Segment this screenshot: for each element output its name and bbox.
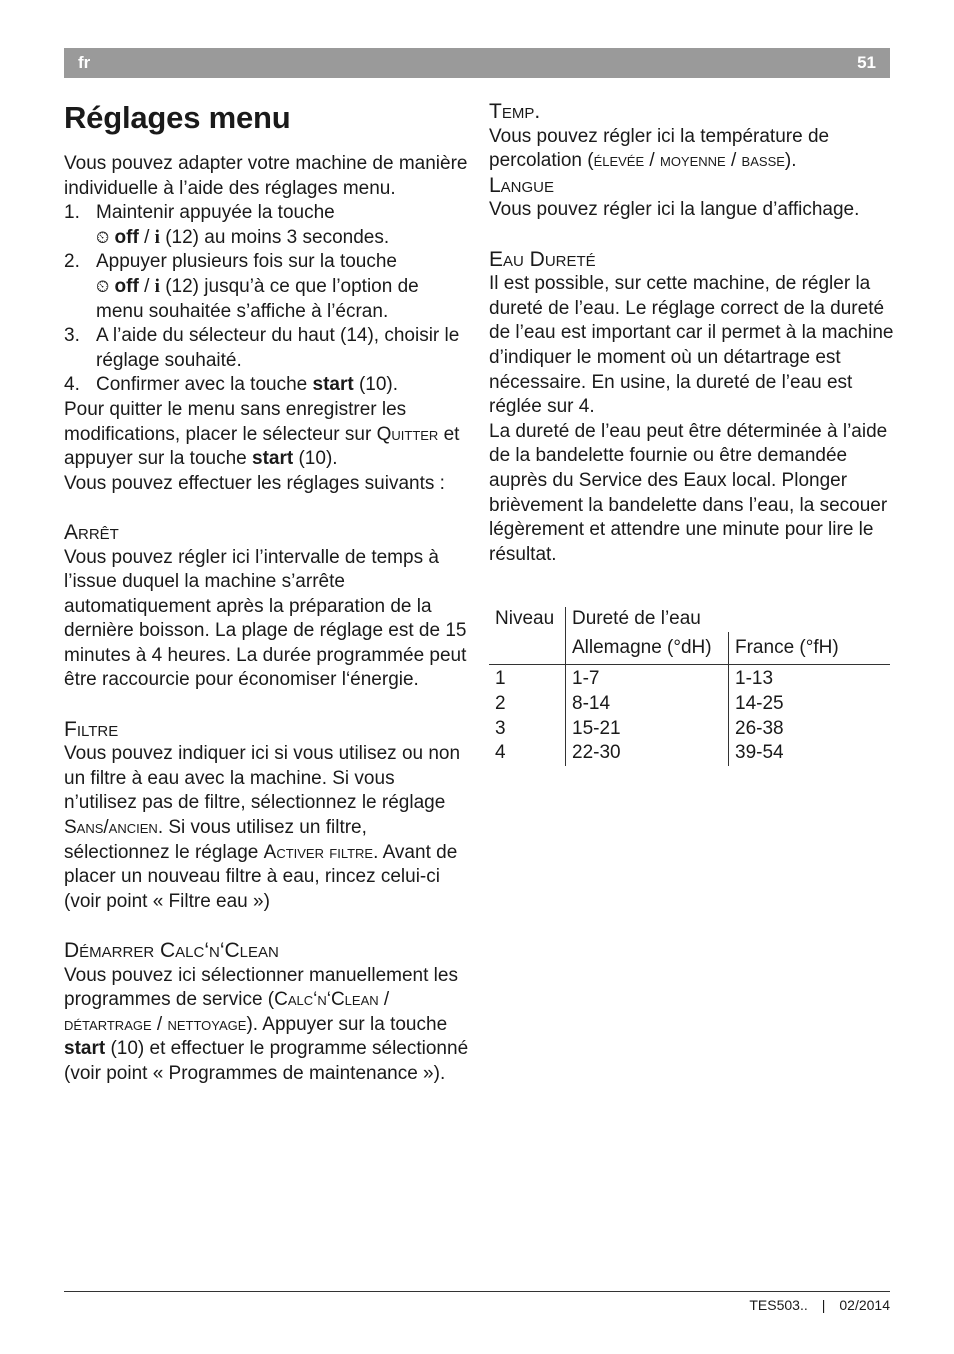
col-header-germany: Allemagne (°dH) [566,632,729,665]
calc-text-1: Vous pouvez ici sélectionner manuellement les programmes de service ( [64,964,458,1011]
cell-level: 3 [495,717,506,739]
timer-icon: ⏲ [96,276,110,296]
quit-option-label: Quitter [376,423,439,445]
temp-options: élevée / moyenne / basse [593,150,785,172]
separator: / [138,275,155,297]
cell-germany: 8-14 [566,692,729,717]
cell-germany: 1-7 [566,665,729,692]
start-key-label: start [312,374,354,396]
intro-text: Vous pouvez adapter votre machine de manière individuelle à l’aide des réglages menu. [64,153,468,199]
language-label: fr [78,53,91,72]
calc-text-3: (10) et effectuer le programme sélectionné (voir point « Programmes de maintenance »). [64,1038,469,1084]
col-header-france: France (°fH) [729,632,891,665]
page-header-bar [64,48,890,78]
model-number: TES503.. [749,1297,808,1313]
section-heading-filtre: Filtre [64,717,119,741]
info-icon: i [154,226,160,248]
section-text-durete-2: La dureté de l’eau peut être déterminée à l’aide de la bandelette fournie ou être demandée auprès du Service des Eaux local. Plonger brièvement la bandelette dans l’eau, la secouer légèrement et attendre une minute pour lire le résultat. [489,420,888,565]
table-row [489,717,890,742]
step-number: 2. [64,251,80,273]
cell-france: 39-54 [729,741,891,766]
step-item [64,373,469,398]
table-subheader-row [489,632,890,665]
step-text: A l’aide du sélecteur du haut (14), choisir le réglage souhaité. [96,325,460,371]
left-column [64,98,469,1087]
section-text-temp [489,125,894,174]
info-icon: i [154,275,160,297]
page-number: 51 [857,53,876,72]
step-item [64,201,469,250]
section-text-filtre [64,742,469,914]
page-footer [749,1297,890,1313]
step-text: Appuyer plusieurs fois sur la touche [96,251,397,273]
page-title: Réglages menu [64,100,291,135]
cell-france: 26-38 [729,717,891,742]
filtre-text-3: . Avant de placer un nouveau filtre à eau, rincez celui-ci (voir point « Filtre eau ») [64,841,458,912]
table-row [489,692,890,717]
start-key-label: start [252,448,294,470]
filtre-text-1: Vous pouvez indiquer ici si vous utilisez ou non un filtre à eau avec la machine. Si vous n’utilisez pas de filtre, sélectionnez le réglage [64,743,461,814]
option-activer-filtre: Activer filtre [263,841,374,863]
section-text-calc [64,964,469,1087]
cell-france: 14-25 [729,692,891,717]
section-text-langue: Vous pouvez régler ici la langue d’affichage. [489,199,860,221]
table-header-row [489,607,890,632]
step-number: 4. [64,374,80,396]
calc-text-2: ). Appuyer sur la touche [246,1013,448,1035]
footer-divider [64,1291,890,1292]
temp-text-1: Vous pouvez régler ici la température de percolation ( [489,125,830,172]
step-number: 1. [64,202,80,224]
timer-icon: ⏲ [96,227,110,247]
section-heading-durete: Eau Dureté [489,247,596,271]
section-heading-langue: Langue [489,173,555,197]
footer-separator: | [821,1297,826,1313]
section-text-durete-1: Il est possible, sur cette machine, de régler la dureté de l’eau. Le réglage correct de la dureté de l’eau est important car il permet à la machine d’indiquer le moment où un détartrage est nécessaire. En usine, la dureté de l’eau est réglée sur 4. [489,273,894,418]
settings-intro: Vous pouvez effectuer les réglages suivants : [64,472,445,494]
col-header-level: Niveau [495,608,555,630]
table-row [489,741,890,766]
step-item [64,250,469,324]
col-header-hardness: Dureté de l’eau [566,607,891,632]
step-text-end: (10). [353,374,399,396]
step-text: Confirmer avec la touche [96,374,313,396]
cell-level: 2 [495,693,506,715]
section-heading-calc: Démarrer Calc‘n‘Clean [64,939,279,962]
start-key-label: start [64,1038,106,1060]
right-column [489,100,894,766]
section-heading-temp: Temp. [489,100,541,123]
step-text: Maintenir appuyée la touche [96,202,335,224]
quit-text-mid: et appuyer sur la touche [64,423,460,470]
cell-level: 4 [495,742,506,764]
option-sans-ancien: Sans/ancien [64,817,158,839]
cell-level: 1 [495,668,506,690]
table-row [489,665,890,692]
step-number: 3. [64,325,80,347]
step-text-end: (12) au moins 3 secondes. [159,226,390,248]
section-text-arret: Vous pouvez régler ici l’intervalle de temps à l’issue duquel la machine s’arrête automatiquement après la préparation de la dernière boisson. La plage de réglage est de 15 minutes à 4 heures. La durée programmée peut être raccourcie pour économiser l‘énergie. [64,546,467,691]
quit-text: Pour quitter le menu sans enregistrer les modifications, placer le sélecteur sur [64,398,407,445]
quit-text-end: (10). [293,448,338,470]
quit-instructions [64,398,469,472]
cell-germany: 15-21 [566,717,729,742]
separator: / [138,226,155,248]
off-key-label: off [114,275,139,297]
temp-text-2: ). [784,150,797,172]
cell-germany: 22-30 [566,741,729,766]
step-item [64,324,469,373]
cell-france: 1-13 [729,665,891,692]
water-hardness-table [489,607,890,766]
calc-options: Calc‘n‘Clean / détartrage / nettoyage [64,989,390,1035]
off-key-label: off [114,226,139,248]
publication-date: 02/2014 [839,1297,890,1313]
section-heading-arret: Arrêt [64,520,119,544]
filtre-text-2: . Si vous utilisez un filtre, sélectionnez le réglage [64,817,367,863]
steps-list [64,201,469,398]
step-text-end: (12) jusqu’à ce que l’option de menu souhaitée s’affiche à l’écran. [96,275,419,322]
